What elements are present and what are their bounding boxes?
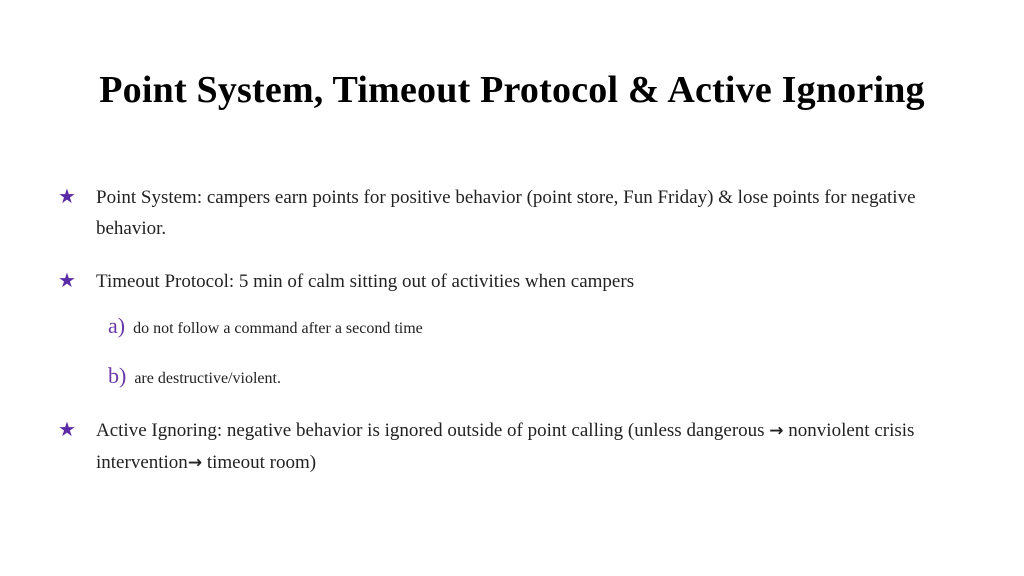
star-icon: ★ bbox=[58, 268, 76, 292]
slide-title: Point System, Timeout Protocol & Active Ignoring bbox=[99, 69, 925, 111]
star-icon: ★ bbox=[58, 417, 76, 441]
star-icon: ★ bbox=[58, 184, 76, 208]
bullet-active-ignoring bbox=[58, 415, 968, 479]
sub-item-marker: b) bbox=[108, 363, 127, 388]
bullet-list bbox=[58, 182, 968, 479]
arrow-right-icon: → bbox=[187, 453, 203, 473]
bullet-text: timeout room) bbox=[202, 452, 317, 473]
bullet-text: Point System: campers earn points for positive behavior (point store, Fun Friday) & lose points for negative behavior. bbox=[96, 187, 916, 239]
sub-item-text: do not follow a command after a second time bbox=[133, 320, 423, 337]
arrow-right-icon: → bbox=[769, 421, 784, 441]
sub-item-text: are destructive/violent. bbox=[134, 370, 281, 387]
sub-list bbox=[58, 311, 968, 411]
sub-item-marker: a) bbox=[108, 313, 126, 338]
bullet-text: Timeout Protocol: 5 min of calm sitting out of activities when campers bbox=[96, 271, 635, 292]
bullet-point-system bbox=[58, 182, 968, 244]
sub-item-b bbox=[58, 361, 968, 411]
bullet-text: nonviolent crisis intervention bbox=[96, 420, 915, 473]
bullet-text: Active Ignoring: negative behavior is ignored outside of point calling (unless dangerous bbox=[96, 420, 770, 441]
bullet-timeout-protocol bbox=[58, 266, 968, 297]
sub-item-a bbox=[58, 311, 968, 361]
